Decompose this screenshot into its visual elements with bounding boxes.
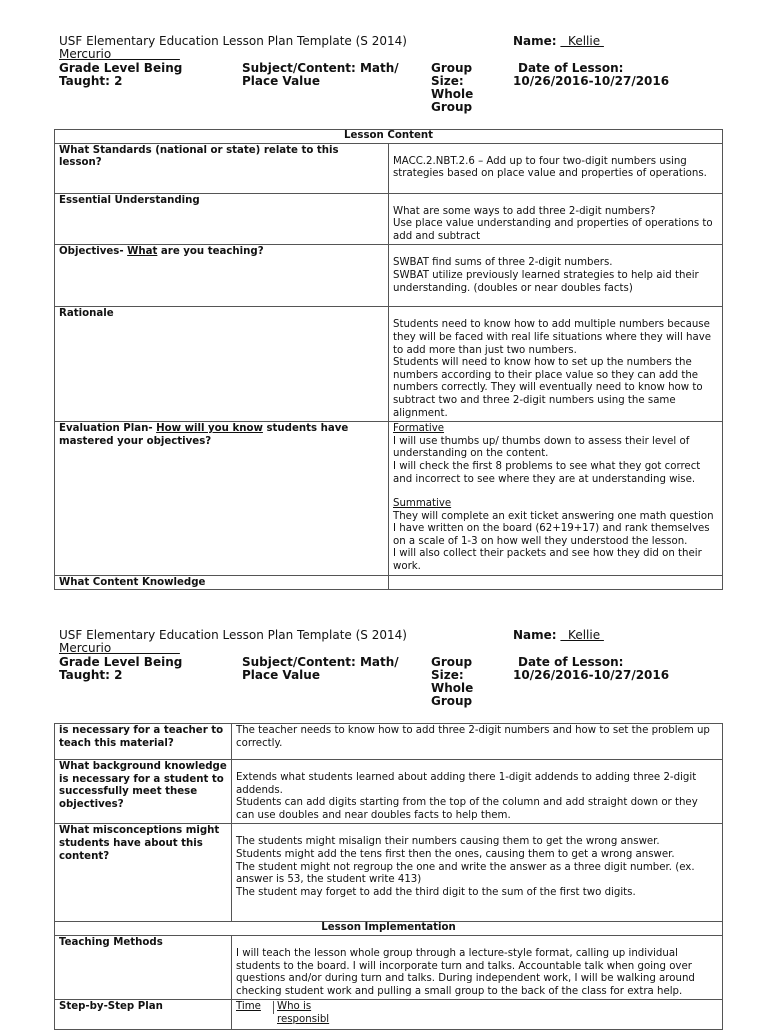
- row-question: Essential Understanding: [55, 193, 389, 245]
- row-question: What Standards (national or state) relate to this lesson?: [55, 143, 389, 193]
- table-row: [55, 935, 723, 999]
- group-size: Group Size: Whole Group: [431, 61, 474, 114]
- row-answer: Formative I will use thumbs up/ thumbs down to assess their level of understanding on the content. I will check the first 8 problems to see what they got correct and incorrect to see where they are at understanding wise. Summative They will complete an exit ticket answering one math question I have written on the board (62+19+17) and rank themselves on a scale of 1-3 on how well they understood the lesson. I will also collect their packets and see how they did on their work.: [389, 422, 723, 576]
- page-header-1: [59, 35, 739, 120]
- row-question: is necessary for a teacher to teach this material?: [55, 724, 232, 760]
- who-column-header: Who is responsibl: [277, 1001, 330, 1025]
- section-title-lesson-content: Lesson Content: [55, 130, 723, 144]
- group-size: Group Size: Whole Group: [431, 655, 474, 708]
- lesson-date: Date of Lesson: 10/26/2016-10/27/2016: [513, 655, 670, 682]
- row-question: Rationale: [55, 307, 389, 422]
- page-header-2: [59, 629, 739, 714]
- table-row: [55, 724, 723, 760]
- table-row: [55, 245, 723, 307]
- teacher-surname: Mercurio: [59, 47, 180, 61]
- grade-level: Grade Level Being Taught: 2: [59, 655, 183, 682]
- subject-content: Subject/Content: Math/ Place Value: [242, 655, 399, 682]
- row-answer: The students might misalign their numbers causing them to get the wrong answer. Students might add the tens first then the ones, causing them to get a wrong answer. The student might not regroup the one and write the answer as a three digit number. (ex. answer is 53, the student write 413) The student may forget to add the third digit to the sum of the first two digits.: [232, 824, 723, 922]
- row-question: What misconceptions might students have about this content?: [55, 824, 232, 922]
- row-question: What background knowledge is necessary for a student to successfully meet these objectives?: [55, 760, 232, 824]
- table-row: [55, 1000, 723, 1030]
- subject-content: Subject/Content: Math/ Place Value: [242, 61, 399, 88]
- row-answer: Students need to know how to add multiple numbers because they will be faced with real life situations where they will have to add more than just two numbers. Students will need to know how to set up the numbers the numbers according to their place value so they can add the numbers correctly. They will eventually need to know how to subtract two and three 2-digit numbers using the same alignment.: [389, 307, 723, 422]
- table-row: [55, 824, 723, 922]
- table-row: [55, 760, 723, 824]
- row-answer: [232, 1000, 723, 1030]
- row-answer: What are some ways to add three 2-digit numbers? Use place value understanding and properties of operations to add and subtract: [389, 193, 723, 245]
- table-row: [55, 307, 723, 422]
- row-question: What Content Knowledge: [55, 575, 389, 589]
- row-question: Teaching Methods: [55, 935, 232, 999]
- lesson-content-table: [54, 129, 723, 590]
- teacher-name: Name: Kellie: [513, 34, 604, 48]
- row-answer: Extends what students learned about adding there 1-digit addends to adding three 2-digit addends. Students can add digits starting from the top of the column and add straight down or they can use doubles and near doubles facts to help them.: [232, 760, 723, 824]
- teacher-surname: Mercurio: [59, 641, 180, 655]
- grade-level: Grade Level Being Taught: 2: [59, 61, 183, 88]
- summative-label: Summative: [393, 498, 452, 510]
- section-title-lesson-implementation: Lesson Implementation: [55, 922, 723, 936]
- row-answer: The teacher needs to know how to add three 2-digit numbers and how to set the problem up correctly.: [232, 724, 723, 760]
- row-question: Objectives- What are you teaching?: [55, 245, 389, 307]
- table-row: [55, 143, 723, 193]
- row-answer: SWBAT find sums of three 2-digit numbers. SWBAT utilize previously learned strategies to help aid their understanding. (doubles or near doubles facts): [389, 245, 723, 307]
- row-question: Evaluation Plan- How will you know students have mastered your objectives?: [55, 422, 389, 576]
- formative-label: Formative: [393, 423, 445, 435]
- teacher-name: Name: Kellie: [513, 628, 604, 642]
- template-title: USF Elementary Education Lesson Plan Template (S 2014): [59, 628, 407, 642]
- template-title: USF Elementary Education Lesson Plan Template (S 2014): [59, 34, 407, 48]
- lesson-date: Date of Lesson: 10/26/2016-10/27/2016: [513, 61, 670, 88]
- row-answer: I will teach the lesson whole group through a lecture-style format, calling up individual students to the board. I will incorporate turn and talks. Accountable talk when going over questions and/or during turn and talks. During independent work, I will be walking around checking student work and pulling a small group to the back of the class for extra help.: [232, 935, 723, 999]
- row-answer: MACC.2.NBT.2.6 – Add up to four two-digit numbers using strategies based on place value and properties of operations.: [389, 143, 723, 193]
- row-question: Step-by-Step Plan: [55, 1000, 232, 1030]
- row-answer: [389, 575, 723, 589]
- time-column-header: Time: [236, 1001, 274, 1014]
- lesson-implementation-table: [54, 723, 723, 1030]
- table-row: [55, 575, 723, 589]
- table-row: [55, 193, 723, 245]
- table-row: [55, 422, 723, 576]
